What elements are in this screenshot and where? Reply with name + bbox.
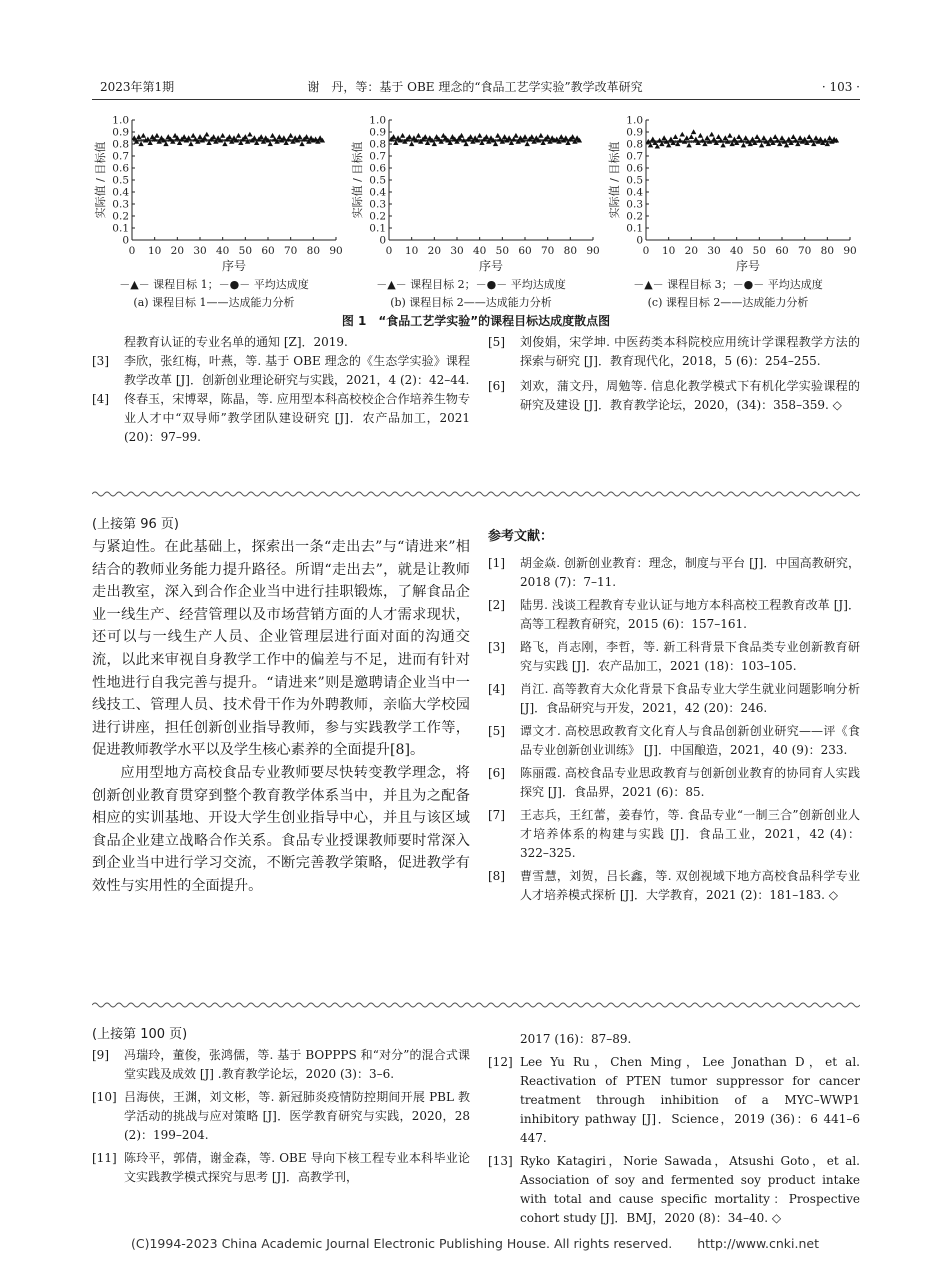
ref-text: 陈丽霞. 高校食品专业思政教育与创新创业教育的协同育人实践探究 [J]．食品界，2021 (6)：85. [520,766,860,799]
ref-item [92,1149,470,1187]
ref-item [92,1088,470,1145]
ref-text: 吕海侠，王渊，刘文彬，等. 新冠肺炎疫情防控期间开展 PBL 教学活动的挑战与应对策略 [J]．医学教育研究与实践，2020，28 (2)：199–204. [124,1090,470,1142]
top-refs-left [92,333,470,447]
ref-text: 佟春玉，宋博翠，陈晶，等. 应用型本科高校校企合作培养生物专业人才中“双导师”教学团队建设研究 [J]．农产品加工，2021 (20)：97–99. [124,392,470,444]
x-tick-label: 30 [450,245,464,257]
data-point [691,129,696,134]
x-tick-label: 50 [752,245,767,257]
data-point [525,141,530,146]
data-point [559,134,564,139]
data-point [277,134,282,139]
x-tick-label: 90 [329,245,343,257]
y-tick-label: 0.7 [112,150,129,163]
ref-text: 曹雪慧，刘贺，吕长鑫，等. 双创视域下地方高校食品科学专业人才培养模式探析 [J]．大学教育，2021 (2)：181–183. ◇ [520,869,860,902]
data-point [477,133,482,138]
data-point [677,138,682,143]
data-point [689,134,694,139]
chart-a-caption: (a) 课程目标 1——达成能力分析 [133,296,295,309]
x-tick-label: 0 [385,245,393,257]
data-point [684,135,689,140]
data-point [773,134,778,139]
data-point [754,134,759,139]
chart-a-legend: －▲－ 课程目标 1；－●－ 平均达成度 [119,278,309,291]
wavy-divider [92,489,860,499]
ref-number: [1] [488,556,505,570]
y-axis-label: 实际值 / 目标值 [608,141,621,219]
y-tick-label: 0.4 [626,186,643,199]
chart-b-legend: －▲－ 课程目标 2；－●－ 平均达成度 [376,278,566,291]
chart-panel-c [598,112,858,312]
y-tick-label: 0.8 [626,138,643,151]
average-point [674,140,677,143]
wavy-divider [92,1000,860,1010]
ref-item [488,867,860,905]
y-tick-label: 0.3 [112,198,129,211]
data-point [459,133,464,138]
x-tick-label: 80 [820,245,835,257]
ref-item [488,1152,860,1228]
data-point [407,134,412,139]
ref-number: [5] [488,335,505,349]
y-tick-label: 0.5 [626,174,643,187]
chart-c-legend: －▲－ 课程目标 3；－●－ 平均达成度 [633,278,823,291]
ref-number: [9] [92,1048,109,1062]
chart-panel-a [84,112,344,312]
ref-number: [3] [92,354,109,368]
data-point [680,132,685,137]
x-tick-label: 50 [495,245,510,257]
x-axis-label: 序号 [478,259,504,273]
ref-number: [11] [92,1151,117,1165]
data-point [727,133,732,138]
chart-b-caption: (b) 课程目标 2——达成能力分析 [390,296,552,309]
data-point [522,134,527,139]
chart-b [341,112,601,276]
data-point [538,133,543,138]
data-point [709,132,714,137]
data-point [736,134,741,139]
continued-from-label: (上接第 100 页) [92,1027,188,1042]
data-point [827,135,832,140]
y-tick-label: 0.8 [369,138,386,151]
data-point [154,133,159,138]
x-tick-label: 90 [586,245,600,257]
x-tick-label: 70 [283,245,298,257]
data-point [288,133,293,138]
y-tick-label: 0.1 [626,222,643,235]
ref-number: [2] [488,598,505,612]
data-point [698,133,703,138]
y-tick-label: 0.4 [369,186,386,199]
data-point [181,134,186,139]
data-point [563,135,568,140]
ref-item [92,1046,470,1084]
references-heading: 参考文献： [488,529,554,544]
data-point [252,135,257,140]
ref-text: 刘俊娟，宋学坤. 中医药类本科院校应用统计学课程教学方法的探索与研究 [J]．教育现代化，2018，5 (6)：254–255. [520,335,860,368]
x-tick-label: 60 [775,245,789,257]
y-tick-label: 0 [636,234,643,247]
y-tick-label: 0.9 [112,126,129,139]
x-tick-label: 90 [843,245,857,257]
data-point [807,134,812,139]
data-point [661,135,666,140]
ref-item [488,377,860,415]
y-tick-label: 1.0 [626,114,643,127]
x-tick-label: 10 [147,245,162,257]
y-tick-label: 0.9 [626,126,643,139]
continued-from-label: (上接第 96 页) [92,517,179,532]
ref-text: 王志兵，王红蕾，姜春竹，等. 食品专业“一制三合”创新创业人才培养体系的构建与实践 [J]．食品工业，2021，42 (4)：322–325. [520,808,860,860]
x-tick-label: 40 [215,245,230,257]
issue-label: 2023年第1期 [100,80,175,94]
legend-average-c: －●－ 平均达成度 [732,278,823,291]
x-tick-label: 50 [238,245,253,257]
y-tick-label: 0.1 [369,222,386,235]
ref-text: 陈玲平，郭倩，谢金森，等. OBE 导向下核工程专业本科毕业论文实践教学模式探究与思考 [J]．高教学刊， [124,1151,470,1184]
x-tick-label: 40 [729,245,744,257]
data-point [236,133,241,138]
y-tick-label: 1.0 [112,114,129,127]
y-tick-label: 0.3 [626,198,643,211]
x-tick-label: 30 [707,245,721,257]
x-tick-label: 80 [563,245,578,257]
ref-text: 路飞，肖志刚，李哲，等. 新工科背景下食品类专业创新教育研究与实践 [J]．农产品加工，2021 (18)：103–105. [520,640,860,673]
data-point [513,133,518,138]
data-point [495,133,500,138]
ref-number: [6] [488,379,505,393]
top-refs-right [488,333,860,415]
data-point [673,134,678,139]
y-tick-label: 0.2 [369,210,386,223]
data-point [705,135,710,140]
x-tick-label: 30 [193,245,207,257]
data-point [720,143,725,148]
ref-item [488,680,860,718]
data-point [484,134,489,139]
x-tick-label: 70 [540,245,555,257]
page-number: · 103 · [821,80,860,94]
ref-text: 肖江. 高等教育大众化背景下食品专业大学生就业问题影响分析 [J]．食品研究与开发，2021，42 (20)：246. [520,682,860,715]
y-tick-label: 0.5 [369,174,386,187]
x-tick-label: 20 [427,245,442,257]
data-point [197,134,202,139]
ref-number: [4] [488,682,505,696]
legend-series-a: －▲－ 课程目标 1 [119,278,208,291]
y-tick-label: 0.7 [626,150,643,163]
data-point [761,135,766,140]
ref-text: 李欣，张红梅，叶燕，等. 基于 OBE 理念的《生态学实验》课程教学改革 [J]．创新创业理论研究与实践，2021，4 (2)：42–44. [124,354,470,387]
legend-average-b: －●－ 平均达成度 [475,278,566,291]
ref-item [488,333,860,371]
ref-number: [13] [488,1154,513,1168]
section2-refs [488,526,860,905]
ref-number: [10] [92,1090,117,1104]
data-point [299,141,304,146]
y-tick-label: 0.1 [112,222,129,235]
ref-number: [7] [488,808,505,822]
x-tick-label: 0 [128,245,136,257]
data-point [220,133,225,138]
ref-item [488,722,860,760]
data-point [650,137,655,142]
data-point [570,134,575,139]
data-point [506,135,511,140]
data-point [791,134,796,139]
y-tick-label: 1.0 [369,114,386,127]
section2-body [92,514,470,898]
data-point [211,134,216,139]
data-point [741,143,746,148]
data-point [191,133,196,138]
legend-series-b: －▲－ 课程目标 2 [376,278,465,291]
data-point [247,132,252,137]
ref-text: Lee Yu Ru，Chen Ming，Lee Jonathan D，et al. Reactivation of PTEN tumor suppressor for cancer treatment through inhibition of a MYC–WWP1 inhibitory pathway [J]．Science，2019 (36)：6 441–6 447. [520,1055,860,1145]
body-paragraph: 与紧迫性。在此基础上，探索出一条“走出去”与“请进来”相结合的教师业务能力提升路径。所谓“走出去”，就是让教师走出教室，深入到合作企业当中进行挂职锻炼，了解食品企业一线生产、经营管理以及市场营销方面的人才需求现状，还可以与一线生产人员、企业管理层进行面对面的沟通交流，以此来审视自身教学工作中的偏差与不足，进而有针对性地进行自我完善与提升。“请进来”则是邀聘请企业当中一线技工、管理人员、技术骨干作为外聘教师，亲临大学校园进行讲座，担任创新创业指导教师，参与实践教学工作等，促进教师教学水平以及学生核心素养的全面提升[8]。 [92,539,470,759]
data-point [416,133,421,138]
data-point [304,134,309,139]
y-tick-label: 0.6 [112,162,129,175]
y-tick-label: 0.2 [112,210,129,223]
x-tick-label: 20 [170,245,185,257]
data-point [529,134,534,139]
ref-text: Ryko Katagiri，Norie Sawada，Atsushi Goto，et al. Association of soy and fermented soy product intake with total and cause specific mortality：Prospective cohort study [J]．BMJ，2020 (8)：34–40. ◇ [520,1154,860,1225]
x-tick-label: 80 [306,245,321,257]
ref-item [92,390,470,447]
data-point [779,135,784,140]
y-tick-label: 0.5 [112,174,129,187]
ref-number: [8] [488,869,505,883]
x-tick-label: 0 [642,245,650,257]
y-tick-label: 0.6 [369,162,386,175]
data-point [743,135,748,140]
ref-number: [4] [92,392,109,406]
ref-item [488,596,860,634]
data-point [141,133,146,138]
ref-continuation: 程教育认证的专业名单的通知 [Z]．2019. [124,335,348,349]
ref-item [488,1053,860,1148]
ref-number: [12] [488,1055,513,1069]
y-tick-label: 0.9 [369,126,386,139]
body-paragraph: 应用型地方高校食品专业教师要尽快转变教学理念，将创新创业教育贯穿到整个教育教学体系当中，并且为之配备相应的实训基地、开设大学生创业指导中心，并且与该区域食品企业建立战略合作关系。食品专业授课教师要时常深入到企业当中进行学习交流，不断完善教学策略，促进教学有效性与实用性的全面提升。 [92,764,470,894]
y-tick-label: 0.4 [112,186,129,199]
ref-text: 陆男. 浅谈工程教育专业认证与地方本科高校工程教育改革 [J]．高等工程教育研究，2015 (6)：157–161. [520,598,860,631]
y-tick-label: 0.6 [626,162,643,175]
running-title: 谢 丹，等：基于 OBE 理念的“食品工艺学实验”教学改革研究 [307,80,643,94]
ref-text: 刘欢，蒲文丹，周勉等. 信息化教学模式下有机化学实验课程的研究及建设 [J]．教育教学论坛，2020，(34)：358–359. ◇ [520,379,860,412]
x-tick-label: 20 [684,245,699,257]
data-point [281,135,286,140]
ref-item [488,764,860,802]
figure-caption: 图 1 “食品工艺学实验”的课程目标达成度散点图 [341,314,611,328]
y-tick-label: 0.3 [369,198,386,211]
chart-panel-b [341,112,601,312]
ref-item [488,806,860,863]
x-tick-label: 10 [661,245,676,257]
data-point [502,134,507,139]
y-tick-label: 0 [122,234,129,247]
ref-number: [3] [488,640,505,654]
data-point [409,141,414,146]
legend-average-a: －●－ 平均达成度 [218,278,309,291]
ref-item [92,352,470,390]
x-tick-label: 60 [261,245,275,257]
data-point [813,135,818,140]
data-point [222,141,227,146]
x-tick-label: 10 [404,245,419,257]
chart-a [84,112,344,276]
data-point [204,132,209,137]
copyright-footer: (C)1994-2023 China Academic Journal Electronic Publishing House. All rights reserved. http://www.cnki.net [130,1236,820,1251]
ref-text: 谭文才. 高校思政教育文化育人与食品创新创业研究——评《食品专业创新创业训练》 [J]．中国酿造，2021，40 (9)：233. [520,724,860,757]
section3-left [92,1024,470,1187]
x-tick-label: 70 [797,245,812,257]
data-point [400,133,405,138]
ref-item [488,554,860,592]
data-point [818,137,823,142]
data-point [297,134,302,139]
data-point [797,135,802,140]
y-axis-label: 实际值 / 目标值 [94,141,107,219]
ref-text: 冯瑞玲，董俊，张鸿儒，等. 基于 BOPPPS 和“对分”的混合式课堂实践及成效 [J] .教育教学论坛，2020 (3)：3–6. [124,1048,470,1081]
data-point [391,134,396,139]
x-axis-label: 序号 [221,259,247,273]
y-tick-label: 0 [379,234,386,247]
ref-number: [6] [488,766,505,780]
ref-text: 胡金焱. 创新创业教育：理念，制度与平台 [J]．中国高教研究，2018 (7)：7–11. [520,556,860,589]
data-point [188,141,193,146]
data-point [270,133,275,138]
ref-item [488,638,860,676]
average-point [690,140,693,143]
legend-series-c: －▲－ 课程目标 3 [633,278,722,291]
x-tick-label: 60 [518,245,532,257]
section3-right [488,1030,860,1228]
data-point [716,134,721,139]
y-tick-label: 0.2 [626,210,643,223]
data-point [259,134,264,139]
data-point [136,134,141,139]
ref-number: [5] [488,724,505,738]
x-tick-label: 40 [472,245,487,257]
average-point [138,139,141,142]
y-axis-label: 实际值 / 目标值 [351,141,364,219]
data-point [227,134,232,139]
data-point [545,134,550,139]
data-point [686,143,691,148]
data-point [759,143,764,148]
data-point [423,134,428,139]
ref-continuation: 2017 (16)：87–89. [520,1032,632,1046]
y-tick-label: 0.8 [112,138,129,151]
data-point [468,134,473,139]
chart-c [598,112,858,276]
chart-c-caption: (c) 课程目标 2——达成能力分析 [647,296,809,309]
header-rule [92,99,860,100]
y-tick-label: 0.7 [369,150,386,163]
x-axis-label: 序号 [735,259,761,273]
